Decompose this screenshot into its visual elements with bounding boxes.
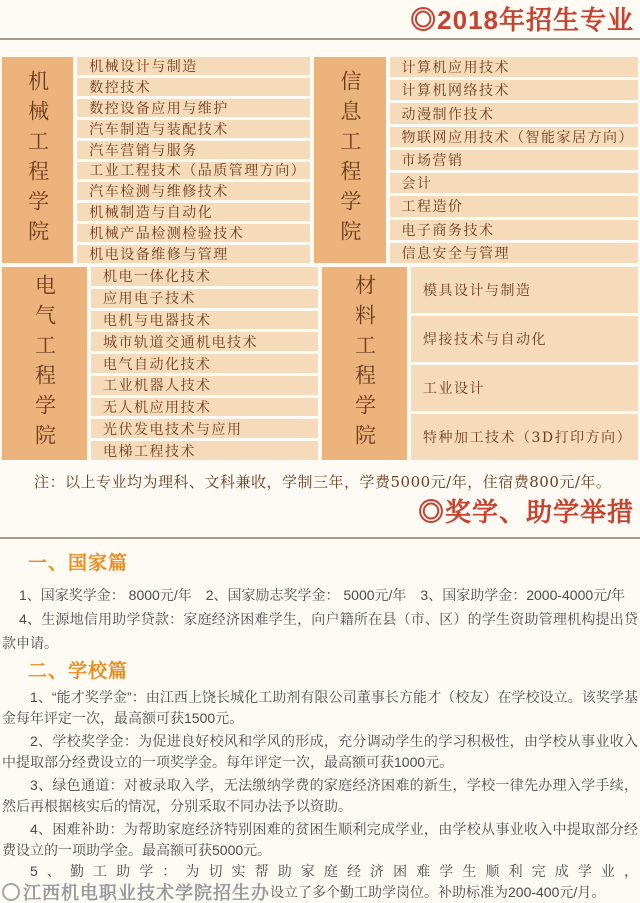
school-logo-icon bbox=[2, 883, 20, 901]
college-name: 机械工程学院 bbox=[25, 70, 50, 250]
major-cell: 机电设备维修与管理 bbox=[77, 245, 310, 263]
paragraph-5-text-after: 设立了多个勤工助学岗位。补助标准为200-400元/月。 bbox=[270, 884, 606, 900]
major-cell: 会计 bbox=[390, 173, 639, 193]
page-title-scholarship: ◎奖学、助学举措 bbox=[417, 497, 634, 527]
school-paragraph: 3、绿色通道：对被录取入学，无法缴纳学费的家庭经济困难的新生，学校一律先办理入学手续，然后再根据核实后的情况，分别采取不同办法予以资助。 bbox=[2, 777, 638, 814]
college-header-materials bbox=[322, 267, 407, 460]
major-cell: 工业设计 bbox=[411, 365, 638, 411]
major-cell: 模具设计与制造 bbox=[411, 267, 638, 313]
major-cell: 工业工程技术（品质管理方向） bbox=[77, 162, 310, 180]
major-cell: 汽车检测与维修技术 bbox=[77, 182, 310, 200]
major-cell: 物联网应用技术（智能家居方向） bbox=[390, 127, 639, 147]
school-paragraph: 2、学校奖学金：为促进良好校风和学风的形成，充分调动学生的学习积极性，由学校从事业收入中提取部分经费设立的一项奖学金。每年评定一次，最高额可获1000元。 bbox=[2, 733, 638, 770]
major-cell: 机械设计与制造 bbox=[77, 57, 310, 75]
school-paragraph-5 bbox=[2, 861, 638, 903]
major-cell: 机械产品检测检验技术 bbox=[77, 224, 310, 242]
major-cell: 动漫制作技术 bbox=[390, 103, 639, 123]
majors-list-mechanical bbox=[77, 57, 310, 263]
college-name: 材料工程学院 bbox=[352, 273, 377, 454]
major-cell: 光伏发电技术与应用 bbox=[91, 419, 318, 438]
major-cell: 信息安全与管理 bbox=[390, 243, 639, 263]
major-cell: 机械制造与自动化 bbox=[77, 203, 310, 221]
major-cell: 电子商务技术 bbox=[390, 220, 639, 240]
national-item: 4、生源地信用助学贷款：家庭经济困难学生，向户籍所在县（市、区）的学生资助管理机构提出贷款申请。 bbox=[2, 611, 638, 651]
national-item: 1、国家奖学金： 8000元/年 2、国家励志奖学金： 5000元/年 3、国家助学金：2000-4000元/年 bbox=[19, 587, 626, 603]
page-title-majors: ◎2018年招生专业 bbox=[410, 5, 634, 35]
college-header-mechanical bbox=[2, 57, 73, 263]
watermark-text: 江西机电职业技术学院招生办 bbox=[23, 883, 270, 903]
major-cell: 计算机应用技术 bbox=[390, 57, 639, 77]
major-cell: 汽车制造与装配技术 bbox=[77, 120, 310, 138]
tuition-note: 注：以上专业均为理科、文科兼收，学制三年，学费5000元/年，住宿费800元/年。 bbox=[34, 473, 612, 491]
major-cell: 数控设备应用与维护 bbox=[77, 99, 310, 117]
major-cell: 特种加工技术（3D打印方向） bbox=[411, 414, 638, 460]
major-cell: 电气自动化技术 bbox=[91, 354, 318, 373]
school-paragraph: 4、困难补助：为帮助家庭经济特别困难的贫困生顺利完成学业，由学校从事业收入中提取部分经费设立的一项助学金。最高额可获5000元。 bbox=[2, 821, 638, 858]
major-cell: 无人机应用技术 bbox=[91, 398, 318, 417]
major-cell: 机电一体化技术 bbox=[91, 267, 318, 286]
national-items bbox=[0, 583, 640, 655]
college-header-electrical bbox=[2, 267, 87, 460]
divider-top bbox=[0, 38, 640, 40]
major-cell: 汽车营销与服务 bbox=[77, 141, 310, 159]
school-watermark bbox=[2, 883, 270, 902]
school-paragraph-5-block bbox=[0, 861, 640, 903]
majors-list-information bbox=[390, 57, 639, 263]
table-band-bottom bbox=[2, 267, 638, 460]
major-cell: 计算机网络技术 bbox=[390, 80, 639, 100]
paragraph-5-text-before: 5、勤工助学：为切实帮助家庭经济困难学生顺利完成学业， bbox=[30, 863, 638, 879]
majors-table bbox=[2, 57, 638, 460]
school-paragraph: 1、“能才奖学金”：由江西上饶长城化工助剂有限公司董事长方能才（校友）在学校设立。该奖学基金每年评定一次，最高额可获1500元。 bbox=[2, 689, 638, 726]
major-cell: 市场营销 bbox=[390, 150, 639, 170]
table-band-top bbox=[2, 57, 638, 263]
divider-middle bbox=[0, 537, 640, 539]
section-heading-national: 一、国家篇 bbox=[28, 553, 129, 574]
majors-list-electrical bbox=[91, 267, 318, 460]
major-cell: 电梯工程技术 bbox=[91, 441, 318, 460]
college-name: 电气工程学院 bbox=[32, 273, 57, 454]
college-name: 信息工程学院 bbox=[337, 70, 362, 250]
school-paragraphs bbox=[0, 687, 640, 861]
major-cell: 工业机器人技术 bbox=[91, 376, 318, 395]
major-cell: 应用电子技术 bbox=[91, 289, 318, 308]
major-cell: 焊接技术与自动化 bbox=[411, 316, 638, 362]
major-cell: 数控技术 bbox=[77, 78, 310, 96]
majors-list-materials bbox=[411, 267, 638, 460]
major-cell: 城市轨道交通机电技术 bbox=[91, 332, 318, 351]
major-cell: 电机与电器技术 bbox=[91, 311, 318, 330]
college-header-information bbox=[314, 57, 385, 263]
major-cell: 工程造价 bbox=[390, 196, 639, 216]
section-heading-school: 二、学校篇 bbox=[28, 661, 129, 682]
